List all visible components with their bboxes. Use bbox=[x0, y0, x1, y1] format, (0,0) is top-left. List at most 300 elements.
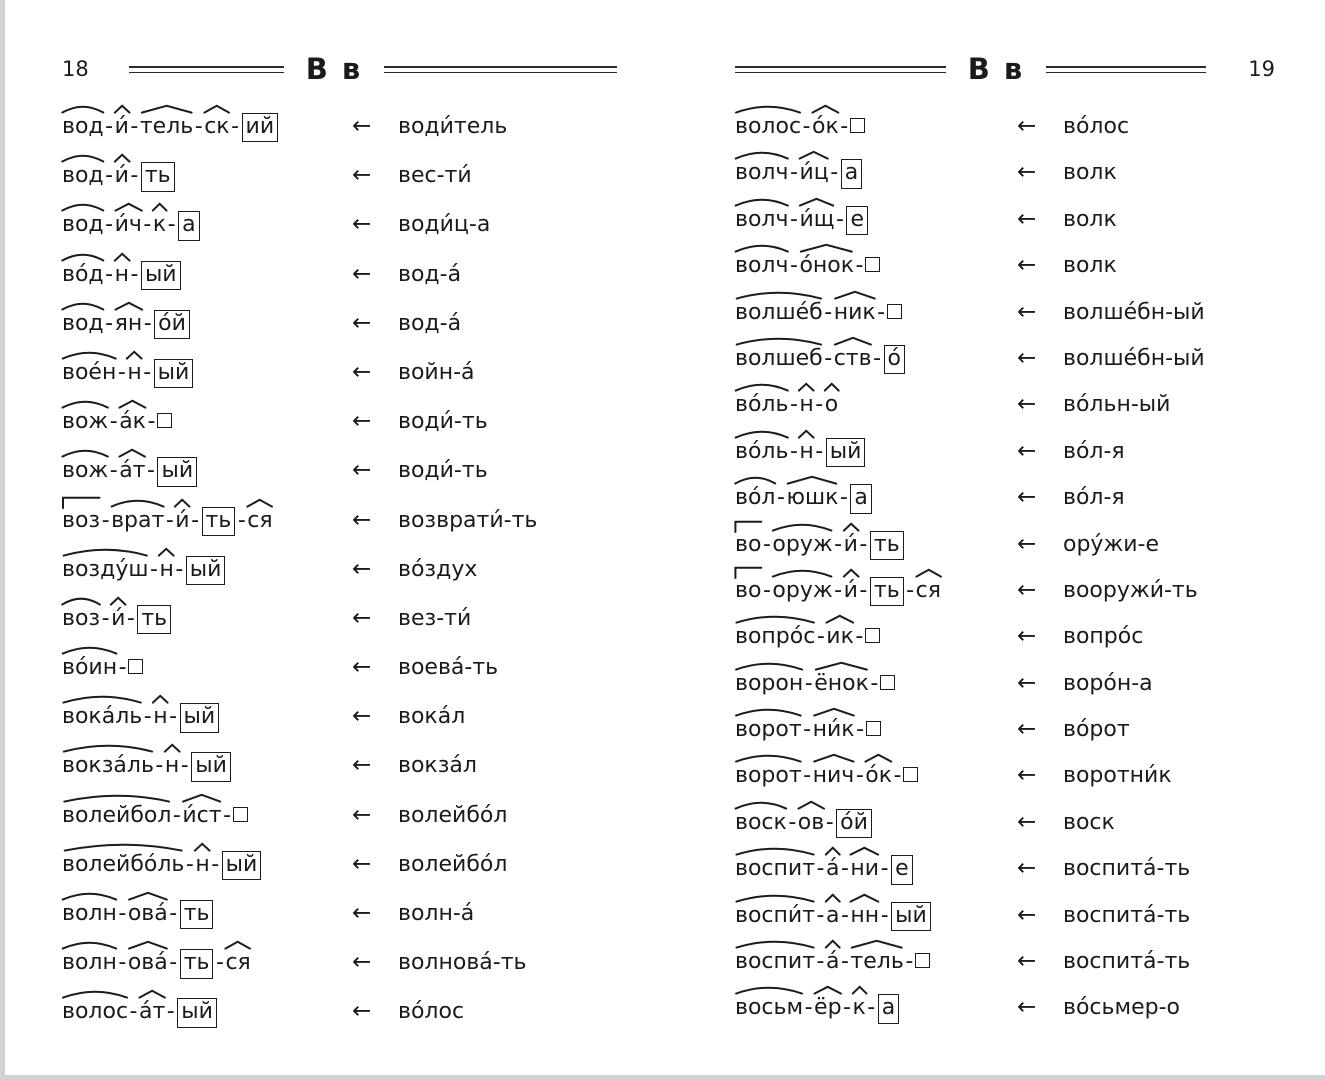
root-arc-mark bbox=[110, 498, 165, 507]
morpheme-suffix: и́ч bbox=[115, 212, 142, 238]
suffix-caret-mark bbox=[118, 400, 147, 408]
morpheme-root: волн bbox=[62, 950, 117, 976]
source-word: ору́жи-е bbox=[1063, 531, 1160, 557]
derived-from-arrow: ← bbox=[352, 801, 372, 828]
entry-row bbox=[735, 96, 1275, 142]
suffix-caret-mark bbox=[825, 615, 855, 623]
morpheme-hyphen: - bbox=[762, 577, 771, 603]
suffix-caret-mark bbox=[224, 941, 251, 949]
morpheme-root: волейбо́ль bbox=[62, 852, 184, 878]
source-word: вооружи́-ть bbox=[1063, 577, 1198, 603]
root-arc-mark bbox=[61, 743, 155, 752]
morpheme-suffix: и́ bbox=[115, 114, 129, 140]
derived-from-arrow: ← bbox=[352, 850, 372, 877]
morpheme-hyphen: - bbox=[169, 704, 178, 730]
zero-ending bbox=[850, 118, 865, 133]
suffix-caret-mark bbox=[843, 569, 859, 577]
morpheme-ending: ть bbox=[870, 577, 904, 606]
suffix-caret-mark bbox=[203, 105, 230, 113]
morpheme-hyphen: - bbox=[834, 577, 843, 603]
morpheme-root: ворон bbox=[735, 671, 803, 697]
entry-row bbox=[62, 981, 617, 1030]
derived-from-arrow: ← bbox=[1017, 716, 1037, 743]
suffix-caret-mark bbox=[158, 548, 174, 556]
entry-row bbox=[735, 142, 1275, 188]
morpheme-hyphen: - bbox=[105, 310, 114, 336]
morpheme-suffix: н bbox=[799, 439, 813, 465]
morpheme-hyphen: - bbox=[840, 949, 849, 975]
suffix-caret-mark bbox=[110, 597, 126, 605]
root-arc-mark bbox=[734, 197, 790, 206]
morpheme-root: воск bbox=[735, 810, 787, 836]
morpheme-root: во́ль bbox=[735, 439, 788, 465]
morpheme-suffix: ян bbox=[115, 311, 143, 337]
morpheme-suffix: тель bbox=[140, 114, 193, 140]
source-word: волк bbox=[1063, 253, 1117, 279]
morpheme-root: волшеб bbox=[735, 346, 823, 372]
suffix-caret-mark bbox=[114, 253, 130, 261]
derived-from-arrow: ← bbox=[1017, 113, 1037, 139]
suffix-caret-mark bbox=[152, 203, 167, 211]
morpheme-root: во́ль bbox=[735, 392, 788, 418]
morpheme-root: во́л bbox=[735, 485, 776, 511]
entry-row bbox=[735, 560, 1275, 606]
morpheme-ending: ый bbox=[191, 752, 231, 781]
morpheme-ending: ть bbox=[141, 162, 175, 191]
morpheme-suffix: о́нок bbox=[799, 253, 854, 279]
morpheme-hyphen: - bbox=[880, 856, 889, 882]
morpheme-prefix: воз bbox=[62, 508, 100, 534]
entry-row bbox=[735, 282, 1275, 328]
source-word: вока́л bbox=[398, 704, 466, 730]
entry-row bbox=[735, 699, 1275, 745]
derived-from-arrow: ← bbox=[1017, 669, 1037, 696]
morpheme-hyphen: - bbox=[855, 624, 864, 650]
entry-row bbox=[62, 194, 617, 243]
derived-word bbox=[62, 851, 352, 880]
morpheme-suffix: ова́ bbox=[128, 950, 168, 976]
morpheme-hyphen: - bbox=[835, 206, 844, 232]
derived-word bbox=[62, 998, 352, 1027]
morpheme-root: вод bbox=[62, 114, 104, 140]
morpheme-suffix: ни́к bbox=[813, 717, 855, 743]
morpheme-hyphen: - bbox=[906, 577, 915, 603]
source-word: вез-ти́ bbox=[398, 605, 472, 631]
morpheme-root: волос bbox=[735, 114, 801, 140]
entry-row bbox=[62, 637, 617, 686]
morpheme-hyphen: - bbox=[130, 163, 139, 189]
derived-from-arrow: ← bbox=[1017, 623, 1037, 650]
morpheme-hyphen: - bbox=[166, 999, 175, 1025]
morpheme-root: воз bbox=[62, 606, 100, 632]
derived-word bbox=[62, 703, 352, 732]
entry-row bbox=[735, 792, 1275, 838]
root-arc-mark bbox=[61, 596, 101, 605]
source-word: во́рот bbox=[1063, 717, 1130, 743]
derived-from-arrow: ← bbox=[352, 457, 372, 484]
morpheme-root: вож bbox=[62, 409, 108, 435]
morpheme-ending: а bbox=[841, 159, 862, 188]
morpheme-ending: о́й bbox=[154, 310, 190, 339]
root-arc-mark bbox=[734, 893, 816, 902]
morpheme-hyphen: - bbox=[840, 856, 849, 882]
derived-from-arrow: ← bbox=[352, 358, 372, 385]
derived-word bbox=[62, 457, 352, 486]
morpheme-hyphen: - bbox=[856, 717, 865, 743]
source-word: во́л-я bbox=[1063, 485, 1125, 511]
morpheme-hyphen: - bbox=[105, 114, 114, 139]
suffix-caret-mark bbox=[849, 940, 904, 948]
morpheme-hyphen: - bbox=[790, 206, 798, 232]
suffix-caret-mark bbox=[825, 847, 840, 855]
morpheme-ending: ый bbox=[826, 438, 866, 467]
suffix-caret-mark bbox=[824, 383, 839, 391]
suffix-caret-mark bbox=[797, 801, 825, 809]
page-number: 19 bbox=[1248, 56, 1275, 81]
source-word: волк bbox=[1063, 206, 1117, 232]
morpheme-suffix: ств bbox=[834, 346, 872, 372]
source-word: во́сьмер-о bbox=[1063, 995, 1180, 1021]
root-arc-mark bbox=[61, 153, 105, 162]
source-word: воспита́-ть bbox=[1063, 902, 1191, 928]
morpheme-hyphen: - bbox=[215, 950, 224, 976]
source-word: воро́н-а bbox=[1063, 670, 1153, 696]
morpheme-suffix: ни bbox=[850, 856, 879, 882]
morpheme-suffix: ся bbox=[916, 578, 941, 604]
entry-row bbox=[735, 653, 1275, 699]
morpheme-ending: ть bbox=[202, 507, 236, 536]
morpheme-hyphen: - bbox=[143, 359, 152, 385]
zero-ending bbox=[157, 413, 172, 428]
morpheme-hyphen: - bbox=[815, 438, 824, 464]
morpheme-hyphen: - bbox=[873, 345, 882, 371]
morpheme-root: вокза́ль bbox=[62, 753, 154, 779]
morpheme-root: оруж bbox=[772, 578, 832, 604]
morpheme-hyphen: - bbox=[859, 577, 868, 603]
header-double-rule bbox=[1046, 66, 1206, 73]
entry-row bbox=[62, 490, 617, 539]
derived-word bbox=[62, 556, 352, 585]
derived-word bbox=[735, 531, 1017, 560]
suffix-caret-mark bbox=[864, 754, 893, 762]
morpheme-hyphen: - bbox=[777, 485, 785, 511]
morpheme-suffix: и́ bbox=[175, 508, 189, 534]
derived-from-arrow: ← bbox=[1017, 762, 1037, 789]
morpheme-hyphen: - bbox=[789, 438, 798, 464]
morpheme-hyphen: - bbox=[105, 163, 114, 189]
derived-from-arrow: ← bbox=[352, 506, 372, 533]
morpheme-hyphen: - bbox=[147, 458, 155, 484]
derived-from-arrow: ← bbox=[352, 555, 372, 582]
suffix-caret-mark bbox=[833, 337, 873, 345]
book-spread bbox=[5, 0, 1325, 1075]
entry-row bbox=[735, 514, 1275, 560]
derived-word bbox=[735, 949, 1017, 975]
root-arc-mark bbox=[61, 940, 118, 949]
suffix-caret-mark bbox=[798, 430, 814, 438]
page-18 bbox=[5, 0, 665, 1075]
morpheme-suffix: н bbox=[115, 262, 129, 288]
morpheme-ending: ый bbox=[157, 457, 197, 486]
derived-word bbox=[735, 159, 1017, 188]
derived-from-arrow: ← bbox=[1017, 298, 1037, 325]
morpheme-hyphen: - bbox=[172, 802, 181, 828]
morpheme-hyphen: - bbox=[843, 995, 851, 1021]
root-arc-mark bbox=[61, 301, 105, 310]
suffix-caret-mark bbox=[152, 695, 168, 703]
suffix-caret-mark bbox=[194, 843, 210, 851]
morpheme-hyphen: - bbox=[859, 531, 868, 557]
morpheme-hyphen: - bbox=[840, 114, 849, 139]
derived-from-arrow: ← bbox=[1017, 808, 1037, 835]
section-letter: В в bbox=[967, 51, 1025, 86]
suffix-caret-mark bbox=[798, 244, 855, 252]
morpheme-ending: ть bbox=[180, 949, 214, 978]
source-word: волнова́-ть bbox=[398, 950, 527, 976]
morpheme-hyphen: - bbox=[130, 114, 139, 139]
derived-word bbox=[735, 438, 1017, 467]
entry-row bbox=[62, 735, 617, 784]
morpheme-hyphen: - bbox=[147, 409, 156, 435]
suffix-caret-mark bbox=[138, 990, 166, 998]
derived-from-arrow: ← bbox=[1017, 159, 1037, 186]
derived-word bbox=[735, 902, 1017, 931]
derived-from-arrow: ← bbox=[352, 949, 372, 976]
morpheme-suffix: а́ bbox=[826, 949, 839, 975]
morpheme-hyphen: - bbox=[101, 507, 110, 533]
source-word: волк bbox=[1063, 160, 1117, 186]
root-arc-mark bbox=[734, 150, 790, 159]
suffix-caret-mark bbox=[126, 351, 142, 359]
header-double-rule bbox=[129, 66, 284, 73]
morpheme-hyphen: - bbox=[803, 717, 812, 743]
derived-from-arrow: ← bbox=[1017, 530, 1037, 557]
derived-word bbox=[735, 717, 1017, 743]
entry-row bbox=[62, 834, 617, 883]
morpheme-root: вопро́с bbox=[735, 624, 815, 650]
derived-word bbox=[62, 162, 352, 191]
root-arc-mark bbox=[61, 104, 105, 113]
derived-word bbox=[62, 900, 352, 929]
derived-from-arrow: ← bbox=[1017, 205, 1037, 232]
entry-row bbox=[62, 883, 617, 932]
morpheme-root: волч bbox=[735, 207, 789, 233]
morpheme-root: волч bbox=[735, 160, 789, 186]
morpheme-hyphen: - bbox=[231, 114, 240, 139]
suffix-caret-mark bbox=[139, 105, 194, 113]
morpheme-hyphen: - bbox=[118, 950, 127, 976]
derived-from-arrow: ← bbox=[352, 162, 372, 189]
morpheme-root: врат bbox=[111, 508, 164, 534]
entry-row bbox=[735, 374, 1275, 420]
morpheme-hyphen: - bbox=[816, 624, 825, 650]
morpheme-hyphen: - bbox=[804, 995, 813, 1021]
derived-word bbox=[735, 763, 1017, 789]
morpheme-hyphen: - bbox=[185, 851, 194, 877]
suffix-caret-mark bbox=[114, 105, 130, 113]
morpheme-root: ворот bbox=[735, 717, 802, 743]
root-arc-mark bbox=[61, 989, 129, 998]
derived-word bbox=[62, 359, 352, 388]
morpheme-hyphen: - bbox=[789, 392, 798, 418]
morpheme-hyphen: - bbox=[877, 299, 886, 325]
entry-row bbox=[62, 588, 617, 637]
derived-word bbox=[62, 261, 352, 290]
suffix-caret-mark bbox=[915, 569, 942, 577]
derived-word bbox=[735, 206, 1017, 235]
morpheme-suffix: а bbox=[826, 903, 839, 929]
morpheme-suffix: н bbox=[159, 557, 173, 583]
morpheme-ending: ый bbox=[222, 851, 262, 880]
morpheme-hyphen: - bbox=[802, 114, 811, 139]
morpheme-hyphen: - bbox=[101, 605, 110, 631]
entry-list bbox=[62, 96, 617, 1031]
source-word: воспита́-ть bbox=[1063, 856, 1191, 882]
morpheme-suffix: н bbox=[799, 392, 813, 418]
morpheme-root: волн bbox=[62, 901, 117, 927]
morpheme-root: волч bbox=[735, 253, 789, 279]
derived-from-arrow: ← bbox=[1017, 855, 1037, 882]
morpheme-suffix: н bbox=[195, 852, 209, 878]
source-word: води́ц-а bbox=[398, 212, 491, 238]
morpheme-root: оруж bbox=[772, 532, 832, 558]
root-arc-mark bbox=[61, 448, 109, 457]
derived-word bbox=[735, 577, 1017, 606]
zero-ending bbox=[903, 767, 918, 782]
suffix-caret-mark bbox=[833, 291, 877, 299]
page-19 bbox=[665, 0, 1325, 1075]
morpheme-hyphen: - bbox=[118, 901, 127, 926]
suffix-caret-mark bbox=[114, 302, 144, 310]
morpheme-hyphen: - bbox=[824, 299, 833, 325]
morpheme-suffix: ся bbox=[247, 508, 272, 534]
derived-from-arrow: ← bbox=[352, 900, 372, 926]
derived-word bbox=[735, 114, 1017, 140]
entry-row bbox=[62, 342, 617, 391]
root-arc-mark bbox=[61, 891, 118, 900]
morpheme-hyphen: - bbox=[237, 507, 246, 533]
morpheme-hyphen: - bbox=[167, 212, 176, 238]
morpheme-hyphen: - bbox=[788, 809, 797, 835]
derived-word bbox=[62, 211, 352, 240]
morpheme-suffix: к bbox=[853, 995, 866, 1021]
morpheme-ending: ый bbox=[141, 261, 181, 290]
derived-from-arrow: ← bbox=[352, 260, 372, 287]
morpheme-hyphen: - bbox=[830, 160, 839, 186]
morpheme-suffix: и́ст bbox=[182, 803, 221, 829]
morpheme-hyphen: - bbox=[109, 409, 118, 435]
derived-from-arrow: ← bbox=[1017, 948, 1037, 975]
root-arc-mark bbox=[734, 939, 816, 948]
entry-row bbox=[62, 145, 617, 194]
suffix-caret-mark bbox=[825, 940, 840, 948]
root-arc-mark bbox=[771, 522, 833, 531]
derived-word bbox=[735, 994, 1017, 1023]
suffix-caret-mark bbox=[114, 203, 143, 211]
derived-from-arrow: ← bbox=[1017, 391, 1037, 418]
root-arc-mark bbox=[734, 753, 803, 762]
derived-from-arrow: ← bbox=[352, 654, 372, 681]
morpheme-suffix: тель bbox=[850, 949, 903, 975]
morpheme-hyphen: - bbox=[180, 753, 189, 779]
page-header bbox=[735, 50, 1275, 88]
morpheme-root: волейбол bbox=[62, 803, 171, 829]
morpheme-hyphen: - bbox=[165, 507, 174, 533]
suffix-caret-mark bbox=[813, 662, 870, 670]
suffix-caret-mark bbox=[127, 892, 169, 900]
derived-from-arrow: ← bbox=[1017, 576, 1037, 603]
entry-row bbox=[62, 96, 617, 145]
root-arc-mark bbox=[734, 661, 804, 670]
zero-ending bbox=[233, 807, 248, 822]
derived-from-arrow: ← bbox=[352, 211, 372, 238]
morpheme-root: воспит bbox=[735, 949, 815, 975]
morpheme-ending: е bbox=[846, 206, 868, 235]
source-word: вопро́с bbox=[1063, 624, 1144, 650]
morpheme-suffix: ов bbox=[798, 810, 824, 836]
morpheme-hyphen: - bbox=[816, 856, 825, 882]
morpheme-hyphen: - bbox=[150, 556, 158, 582]
suffix-caret-mark bbox=[798, 383, 814, 391]
suffix-caret-mark bbox=[118, 449, 146, 457]
morpheme-suffix: а́ bbox=[826, 856, 839, 882]
header-double-rule bbox=[384, 66, 617, 73]
suffix-caret-mark bbox=[813, 986, 843, 994]
morpheme-ending: ий bbox=[242, 113, 279, 142]
morpheme-root: вод bbox=[62, 311, 104, 337]
suffix-caret-mark bbox=[811, 105, 840, 113]
entry-list bbox=[735, 96, 1275, 1024]
morpheme-prefix: во bbox=[735, 532, 761, 558]
derived-word bbox=[735, 671, 1017, 697]
source-word: води́тель bbox=[398, 114, 508, 139]
source-word: войн-а́ bbox=[398, 359, 475, 385]
source-word: возврати́-ть bbox=[398, 507, 538, 533]
morpheme-hyphen: - bbox=[790, 160, 798, 186]
morpheme-root: во́ин bbox=[62, 655, 117, 681]
morpheme-hyphen: - bbox=[762, 531, 771, 557]
derived-word bbox=[62, 752, 352, 781]
source-word: вокза́л bbox=[398, 753, 477, 779]
header-double-rule bbox=[735, 66, 946, 73]
source-word: воева́-ть bbox=[398, 655, 499, 681]
root-arc-mark bbox=[734, 382, 789, 391]
root-arc-mark bbox=[771, 568, 833, 577]
root-arc-mark bbox=[61, 399, 109, 408]
zero-ending bbox=[865, 628, 880, 643]
morpheme-hyphen: - bbox=[143, 704, 152, 730]
zero-ending bbox=[865, 257, 880, 272]
suffix-caret-mark bbox=[812, 754, 856, 762]
derived-from-arrow: ← bbox=[1017, 484, 1037, 511]
morpheme-suffix: о́к bbox=[865, 763, 892, 789]
root-arc-mark bbox=[734, 104, 802, 113]
entry-row bbox=[62, 785, 617, 834]
source-word: воспита́-ть bbox=[1063, 949, 1191, 975]
source-word: волейбо́л bbox=[398, 802, 508, 828]
morpheme-root: вока́ль bbox=[62, 704, 142, 730]
derived-word bbox=[735, 253, 1017, 279]
suffix-caret-mark bbox=[798, 151, 829, 159]
morpheme-suffix: и́ц bbox=[799, 160, 828, 186]
derived-from-arrow: ← bbox=[352, 113, 372, 139]
morpheme-suffix: ёнок bbox=[814, 671, 869, 697]
derived-from-arrow: ← bbox=[1017, 994, 1037, 1021]
morpheme-suffix: о́к bbox=[812, 114, 839, 140]
morpheme-hyphen: - bbox=[155, 753, 164, 779]
entry-row bbox=[62, 391, 617, 440]
zero-ending bbox=[880, 675, 895, 690]
